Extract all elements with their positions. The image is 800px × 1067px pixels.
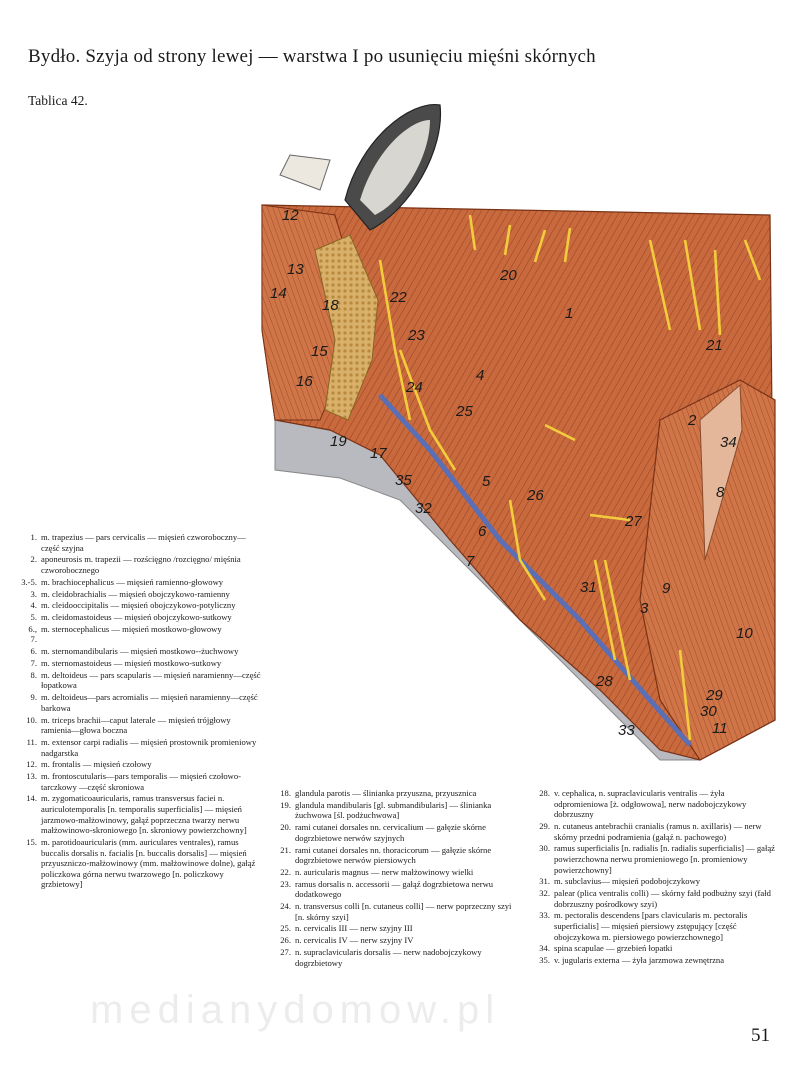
- figure-label: 35: [395, 472, 412, 489]
- figure-label: 23: [408, 327, 425, 344]
- figure-label: 4: [476, 367, 485, 384]
- figure-label: 11: [712, 720, 728, 737]
- figure-label: 28: [596, 673, 613, 690]
- legend-item: 3. m. cleidobrachialis — mięsień obojczykowo-ramienny: [30, 588, 230, 599]
- figure-label: 6: [478, 523, 487, 540]
- figure-label: 16: [296, 373, 313, 390]
- figure-label: 19: [330, 433, 347, 450]
- legend-item: 20. rami cutanei dorsales nn. cervicalium — gałęzie skórne dogrzbietowe nerwów szyjnych: [280, 822, 486, 843]
- legend-item: 4. m. cleidooccipitalis — mięsień obojczykowo-potyliczny: [30, 600, 236, 611]
- figure-label: 15: [311, 343, 328, 360]
- legend-item: 15. m. parotidoauricularis (mm. auriculares ventrales), ramus buccalis dorsalis n. facialis [n. buccalis dorsalis] — mięsień przyuszniczo-małżowinowy (mm. małżowinowe dolne), gałąź policzkowa górna nerwu twarzowego [n. policzkowy grzbietowy]: [26, 837, 256, 890]
- figure-label: 2: [688, 412, 697, 429]
- legend-item: 30. ramus superficialis [n. radialis [n. radialis superficialis] — gałąź powierzchowna nerwu promieniowego [n. promieniowy powierzchowny]: [539, 843, 775, 875]
- figure-label: 22: [390, 289, 407, 306]
- figure-label: 12: [282, 207, 299, 224]
- figure-label: 1: [565, 305, 574, 322]
- figure-label: 29: [706, 687, 723, 704]
- page-number: 51: [751, 1025, 770, 1046]
- legend-item: 21. rami cutanei dorsales nn. thoracicorum — gałęzie skórne dogrzbietowe nerwów piersiowych: [280, 844, 492, 866]
- figure-label: 30: [700, 703, 717, 720]
- figure-label: 24: [406, 379, 423, 396]
- figure-label: 7: [466, 553, 475, 570]
- figure-label: 34: [720, 434, 737, 451]
- legend-item: 5. m. cleidomastoideus — mięsień obojczykowo-sutkowy: [30, 612, 232, 623]
- figure-label: 32: [415, 500, 432, 517]
- legend-item: 12. m. frontalis — mięsień czołowy: [26, 759, 152, 770]
- legend-item: 2. aponeurosis m. trapezii — rozścięgno /rozcięgno/ mięśnia czworobocznego: [30, 554, 241, 575]
- plate-number: Tablica 42.: [28, 93, 88, 108]
- legend-item: 25. n. cervicalis III — nerw szyjny III: [280, 923, 413, 934]
- figure-label: 9: [662, 580, 671, 597]
- legend-column-1: [20, 532, 262, 891]
- horn: [280, 155, 330, 190]
- legend-item: 18. glandula parotis — ślinianka przyuszna, przyusznica: [280, 788, 477, 798]
- watermark: medianydomow.pl: [90, 988, 501, 1032]
- figure-label: 25: [456, 403, 473, 420]
- figure-label: 31: [580, 579, 597, 596]
- legend-item: 29. n. cutaneus antebrachii cranialis (ramus n. axillaris) — nerw skórny przedni podramienia (gałąź n. pachowego): [539, 820, 762, 842]
- legend-item: 28. v. cephalica, n. supraclavicularis ventralis — żyła odpromieniowa [ż. odgłowowa], nerw nadobojczykowy dobrzuszny: [539, 788, 747, 820]
- legend-item: 24. n. transversus colli [n. cutaneus colli] — nerw poprzeczny szyi [n. skórny szyi]: [280, 901, 512, 922]
- legend-item: 6. m. sternomandibularis — mięsień mostkowo--żuchwowy: [30, 646, 239, 657]
- legend-item: 10. m. triceps brachii—caput laterale — mięsień trójgłowy ramienia—głowa boczna: [26, 714, 231, 736]
- figure-label: 18: [322, 297, 339, 314]
- legend-item: 34. spina scapulae — grzebień łopatki: [539, 943, 673, 954]
- legend-item: 22. n. auricularis magnus — nerw małżowinowy wielki: [280, 866, 474, 877]
- figure-label: 33: [618, 722, 635, 739]
- legend-item: 19. glandula mandibularis [gl. submandibularis] — ślinianka żuchwowa [śl. podżuchwowa]: [280, 799, 492, 821]
- legend-item: 7. m. sternomastoideus — mięsień mostkowo-sutkowy: [30, 658, 222, 669]
- legend-item: 27. n. supraclavicularis dorsalis — nerw nadobojczykowy dogrzbietowy: [280, 947, 482, 968]
- figure-label: 20: [500, 267, 517, 284]
- legend-item: 32. palear (plica ventralis colli) — skórny fałd podbużny szyi (fałd dobrzuszny pośrodkowy szyi): [539, 888, 771, 909]
- figure-label: 27: [625, 513, 642, 530]
- legend-item: 8. m. deltoideus — pars scapularis — mięsień naramienny—część łopatkowa: [30, 669, 261, 691]
- legend-item: 31. m. subclavius— mięsień podobojczykowy: [539, 876, 701, 887]
- figure-label: 21: [706, 337, 723, 354]
- page-title: Bydło. Szyja od strony lewej — warstwa I po usunięciu mięśni skórnych: [28, 46, 596, 67]
- figure-label: 3: [640, 600, 649, 617]
- legend-item: 14. m. zygomaticoauricularis, ramus transversus faciei n. auriculotemporalis [n. temporalis superficialis] — mięsień jarzmowo-małżowinowy, gałąź poprzeczna twarzy nerwu małżowinowo-skroniowego [n. skroniowy powierzchowny]: [26, 793, 247, 836]
- legend-item: 26. n. cervicalis IV — nerw szyjny IV: [280, 935, 414, 946]
- legend-item: 6., 7. m. sternocephalicus — mięsień mostkowo-głowowy: [28, 623, 222, 645]
- legend-item: 3.-5. m. brachiocephalicus — mięsień ramienno-głowowy: [21, 576, 224, 587]
- figure-label: 14: [270, 285, 287, 302]
- figure-label: 17: [370, 445, 387, 462]
- legend-item: 35. v. jugularis externa — żyła jarzmowa zewnętrzna: [539, 955, 725, 966]
- legend-item: 1. m. trapezius — pars cervicalis — mięsień czworoboczny—część szyjna: [30, 532, 246, 553]
- figure-label: 5: [482, 473, 491, 490]
- legend-item: 9. m. deltoideus—pars acromialis — mięsień naramienny—część barkowa: [30, 692, 258, 713]
- figure-label: 13: [287, 261, 304, 278]
- legend-item: 23. ramus dorsalis n. accessorii — gałąź dogrzbietowa nerwu dodatkowego: [280, 878, 494, 900]
- figure-label: 8: [716, 484, 725, 501]
- figure-label: 10: [736, 625, 753, 642]
- legend-column-3: [533, 788, 779, 967]
- legend-item: 33. m. pectoralis descendens [pars clavicularis m. pectoralis superficialis] — mięsień piersiowy zstępujący [część obojczykowa m. piersiowego powierzchownego]: [539, 910, 748, 942]
- legend-item: 11. m. extensor carpi radialis — mięsień prostownik promieniowy nadgarstka: [26, 736, 257, 758]
- legend-item: 13. m. frontoscutularis—pars temporalis — mięsień czołowo-tarczkowy —część skroniowa: [26, 771, 241, 792]
- figure-label: 26: [527, 487, 544, 504]
- legend-column-2: [274, 788, 522, 969]
